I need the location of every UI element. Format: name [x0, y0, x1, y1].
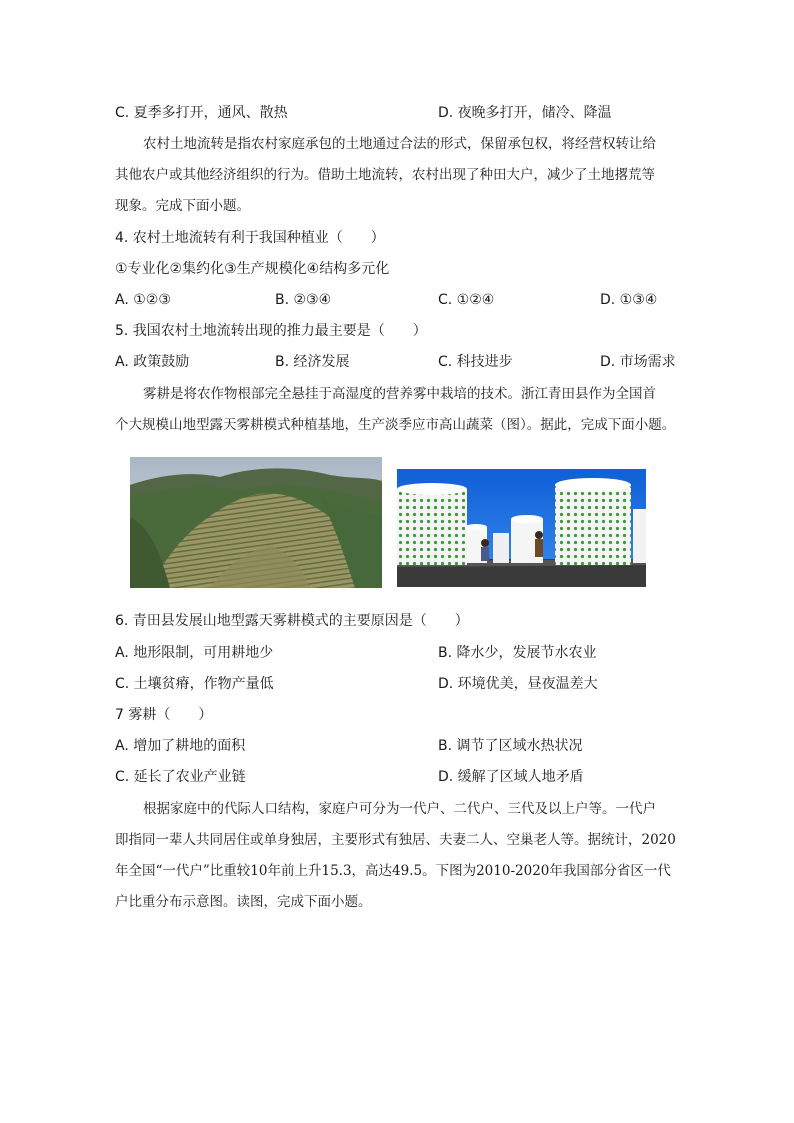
q7-option-c[interactable]: C. 延长了农业产业链: [115, 769, 246, 785]
q6-stem: 6. 青田县发展山地型露天雾耕模式的主要原因是（ ）: [115, 613, 469, 629]
aeroponic-towers-photo: [397, 469, 646, 587]
q5-stem: 5. 我国农村土地流转出现的推力最主要是（ ）: [115, 323, 427, 339]
passage3-line-2: 即指同一辈人共同居住或单身独居，主要形式有独居、夫妻二人、空巢老人等。据统计，2020: [115, 832, 676, 848]
passage3-line-3: 年全国“一代户”比重较10年前上升15.3，高达49.5。下图为2010-2020年我国部分省区一代: [115, 863, 671, 879]
q7-option-a[interactable]: A. 增加了耕地的面积: [115, 738, 246, 754]
q4-option-c[interactable]: C. ①②④: [438, 292, 495, 308]
passage3-line-1: 根据家庭中的代际人口结构，家庭户可分为一代户、二代户、三代及以上户等。一代户: [143, 801, 656, 817]
q6-option-d[interactable]: D. 环境优美，昼夜温差大: [438, 676, 598, 692]
passage2-line-1: 雾耕是将农作物根部完全悬挂于高湿度的营养雾中栽培的技术。浙江青田县作为全国首: [143, 386, 656, 402]
q5-option-d[interactable]: D. 市场需求: [600, 354, 676, 370]
q6-option-a[interactable]: A. 地形限制，可用耕地少: [115, 645, 274, 661]
q3-option-d[interactable]: D. 夜晚多打开，储冷、降温: [438, 105, 612, 121]
q3-option-c[interactable]: C. 夏季多打开，通风、散热: [115, 105, 288, 121]
q4-option-b[interactable]: B. ②③④: [275, 292, 332, 308]
passage2-line-2: 个大规模山地型露天雾耕模式种植基地，生产淡季应市高山蔬菜（图）。据此，完成下面小题。: [115, 417, 676, 433]
q4-stem: 4. 农村土地流转有利于我国种植业（ ）: [115, 230, 385, 246]
q5-option-b[interactable]: B. 经济发展: [275, 354, 350, 370]
terraced-fields-photo: [130, 457, 382, 588]
q4-option-d[interactable]: D. ①③④: [600, 292, 658, 308]
q7-option-b[interactable]: B. 调节了区域水热状况: [438, 738, 583, 754]
passage1-line-2: 其他农户或其他经济组织的行为。借助土地流转，农村出现了种田大户，减少了土地撂荒等: [115, 167, 655, 183]
passage1-line-1: 农村土地流转是指农村家庭承包的土地通过合法的形式，保留承包权，将经营权转让给: [143, 136, 656, 152]
q4-option-a[interactable]: A. ①②③: [115, 292, 171, 308]
q5-option-c[interactable]: C. 科技进步: [438, 354, 513, 370]
q5-option-a[interactable]: A. 政策鼓励: [115, 354, 190, 370]
q7-stem: 7 雾耕（ ）: [115, 707, 213, 723]
q6-option-b[interactable]: B. 降水少，发展节水农业: [438, 645, 597, 661]
q7-option-d[interactable]: D. 缓解了区域人地矛盾: [438, 769, 584, 785]
q4-sub-items: ①专业化②集约化③生产规模化④结构多元化: [115, 261, 390, 277]
passage3-line-4: 户比重分布示意图。读图，完成下面小题。: [115, 894, 372, 910]
q6-option-c[interactable]: C. 土壤贫瘠，作物产量低: [115, 676, 274, 692]
passage1-line-3: 现象。完成下面小题。: [115, 198, 250, 214]
